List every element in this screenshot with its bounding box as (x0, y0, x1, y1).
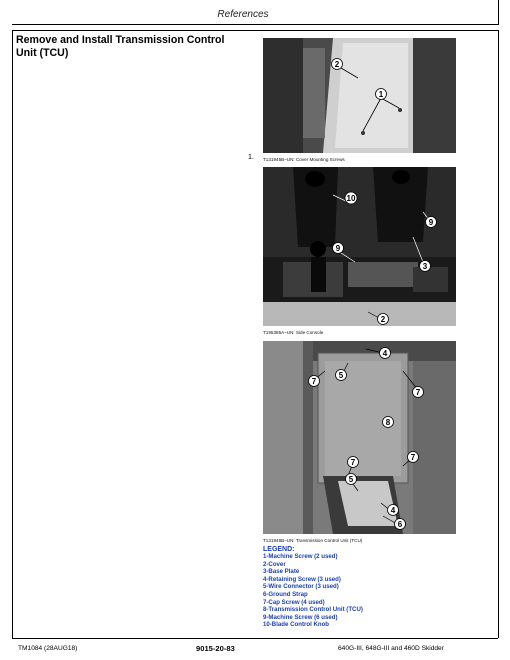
legend-item: 9-Machine Screw (6 used) (263, 613, 338, 621)
header-rule (12, 24, 498, 25)
svg-text:4: 4 (390, 506, 396, 515)
callout-2 (332, 59, 343, 70)
header-right-border (498, 0, 499, 25)
photo-side-console (263, 167, 456, 326)
svg-text:7: 7 (410, 453, 416, 462)
svg-text:9: 9 (428, 218, 434, 227)
legend-item: 2-Cover (263, 560, 286, 568)
callout-2 (378, 314, 389, 325)
svg-text:10: 10 (346, 194, 356, 203)
callout-5 (336, 370, 347, 381)
callout-5 (346, 474, 357, 485)
section-right-border (498, 30, 499, 638)
step-number: 1. (248, 154, 254, 161)
callout-7 (309, 376, 320, 387)
legend-item: 1-Machine Screw (2 used) (263, 553, 338, 560)
callout-7 (413, 387, 424, 398)
svg-text:5: 5 (338, 371, 344, 380)
callout-7 (408, 452, 419, 463)
svg-text:5: 5 (348, 475, 354, 484)
figure-cover-mounting-screws (263, 38, 456, 153)
callout-4 (388, 505, 399, 516)
svg-text:2: 2 (334, 60, 340, 69)
callout-10 (345, 192, 357, 204)
legend (263, 546, 463, 629)
svg-text:1: 1 (378, 90, 384, 99)
footer-doc-id: TM1084 (28AUG18) (18, 645, 78, 652)
callout-7 (348, 457, 359, 468)
legend-heading: LEGEND: (263, 546, 295, 553)
section-title: Remove and Install Transmission Control Unit (TCU) (16, 34, 225, 59)
figure-side-console (263, 167, 456, 326)
svg-text:2: 2 (380, 315, 386, 324)
svg-text:7: 7 (311, 377, 317, 386)
callout-1 (376, 89, 387, 100)
svg-text:6: 6 (397, 520, 403, 529)
svg-text:3: 3 (422, 262, 428, 271)
legend-item: 5-Wire Connector (3 used) (263, 583, 339, 591)
callout-9-upper (426, 217, 437, 228)
figure-transmission-control-unit (263, 341, 456, 534)
photo-cover (263, 38, 456, 153)
figure-caption: T131945B–UN: Cover Mounting Screws (263, 157, 345, 162)
legend-item: 7-Cap Screw (4 used) (263, 598, 325, 606)
figure-caption: T131946B–UN: Transmission Control Unit (TCU) (263, 538, 363, 543)
callout-6 (395, 519, 406, 530)
running-header: References (217, 9, 269, 20)
photo-tcu (263, 341, 456, 534)
section-left-border (12, 30, 13, 638)
figure-caption: T195385A–UN: Side Console (263, 330, 324, 335)
footer-models: 640G-III, 648G-III and 460D Skidder (338, 645, 444, 652)
legend-item: 3-Base Plate (263, 568, 300, 576)
svg-text:8: 8 (385, 418, 391, 427)
legend-item: 10-Blade Control Knob (263, 621, 330, 629)
legend-item: 4-Retaining Screw (3 used) (263, 575, 341, 583)
callout-8 (383, 417, 394, 428)
callout-4 (380, 348, 391, 359)
legend-item: 6-Ground Strap (263, 590, 308, 598)
callout-9-lower (333, 243, 344, 254)
footer-rule (12, 638, 498, 639)
footer-page-number: 9015-20-83 (196, 644, 235, 653)
svg-text:9: 9 (335, 244, 341, 253)
legend-item: 8-Transmission Control Unit (TCU) (263, 606, 363, 614)
svg-text:4: 4 (382, 349, 388, 358)
svg-text:7: 7 (415, 388, 421, 397)
svg-text:7: 7 (350, 458, 356, 467)
section-top-rule (12, 30, 498, 31)
callout-3 (420, 261, 431, 272)
